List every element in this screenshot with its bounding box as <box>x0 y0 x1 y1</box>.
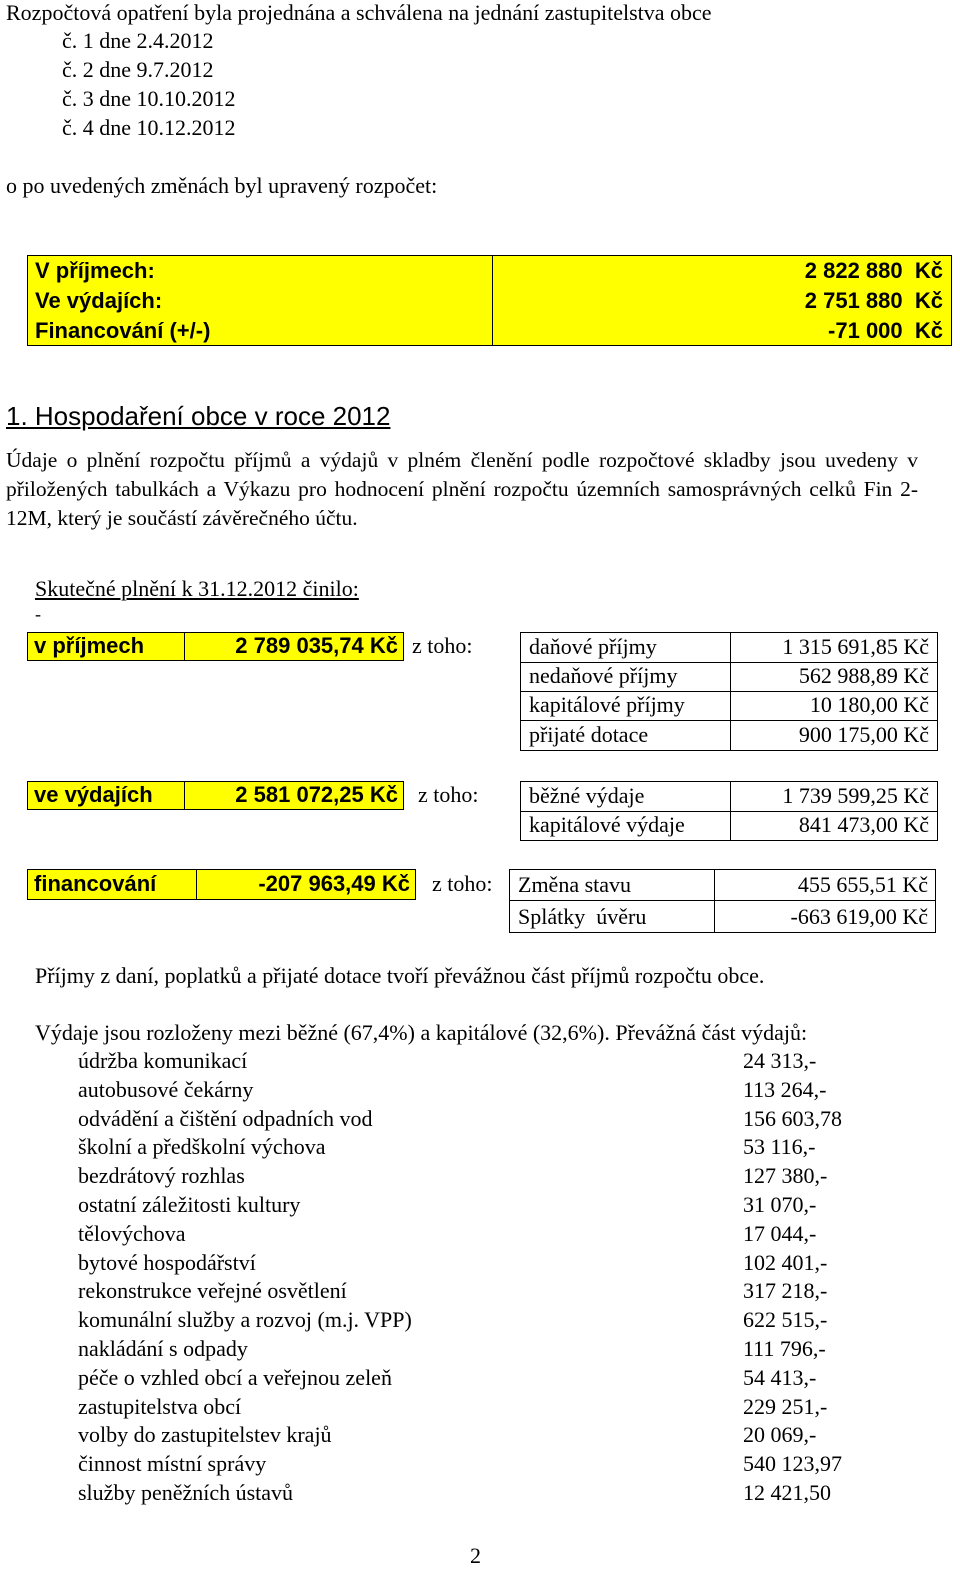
expenses-item-name: běžné výdaje <box>529 783 645 808</box>
financing-item-name: Splátky úvěru <box>518 904 647 929</box>
expense-note: Výdaje jsou rozloženy mezi běžné (67,4%) a kapitálové (32,6%). Převážná část výdajů: <box>35 1020 808 1045</box>
income-item-value: 900 175,00 Kč <box>798 722 929 747</box>
expenses-total: 2 581 072,25 Kč <box>235 782 398 807</box>
budget-value-financing: -71 000 Kč <box>828 318 943 343</box>
spending-item-name: bytové hospodářství <box>78 1249 256 1275</box>
income-item-name: nedaňové příjmy <box>529 663 678 688</box>
income-total: 2 789 035,74 Kč <box>235 633 398 658</box>
actual-heading: Skutečné plnění k 31.12.2012 činilo: <box>35 576 359 601</box>
meeting-2: č. 2 dne 9.7.2012 <box>62 57 214 82</box>
budget-label-income: V příjmech: <box>35 258 155 283</box>
spending-item-value: 20 069,- <box>743 1422 817 1448</box>
spending-item-value: 53 116,- <box>743 1134 816 1160</box>
budget-label-expenses: Ve výdajích: <box>35 288 163 313</box>
income-item-value: 1 315 691,85 Kč <box>782 634 929 659</box>
income-label: v příjmech <box>34 633 145 658</box>
expenses-label: ve výdajích <box>34 782 153 807</box>
spending-item-name: rekonstrukce veřejné osvětlení <box>78 1278 347 1304</box>
spending-item-value: 622 515,- <box>743 1307 828 1333</box>
spending-item-name: údržba komunikací <box>78 1048 248 1073</box>
budget-label-financing: Financování (+/-) <box>35 318 211 343</box>
spending-item-value: 156 603,78 <box>743 1105 842 1131</box>
income-item-value: 10 180,00 Kč <box>809 692 929 717</box>
expenses-item-name: kapitálové výdaje <box>529 812 685 837</box>
budget-intro: o po uvedených změnách byl upravený rozpočet: <box>6 173 438 198</box>
spending-item-name: péče o vzhled obcí a veřejnou zeleň <box>78 1364 392 1390</box>
spending-item-value: 102 401,- <box>743 1249 828 1275</box>
expenses-ztoho: z toho: <box>418 782 479 807</box>
income-item-value: 562 988,89 Kč <box>798 663 929 688</box>
dash-mark: - <box>35 604 41 624</box>
expenses-item-value: 1 739 599,25 Kč <box>782 783 929 808</box>
spending-item-value: 113 264,- <box>743 1076 827 1102</box>
spending-item-name: ostatní záležitosti kultury <box>78 1192 301 1217</box>
spending-item-value: 229 251,- <box>743 1393 828 1419</box>
spending-item-value: 540 123,97 <box>743 1451 842 1477</box>
spending-item-name: služby peněžních ústavů <box>78 1480 294 1505</box>
meeting-3: č. 3 dne 10.10.2012 <box>62 86 236 111</box>
income-item-name: kapitálové příjmy <box>529 692 685 717</box>
spending-item-name: nakládání s odpady <box>78 1336 248 1361</box>
spending-item-name: volby do zastupitelstev krajů <box>78 1422 332 1448</box>
budget-value-income: 2 822 880 Kč <box>804 258 943 283</box>
spending-item-name: školní a předškolní výchova <box>78 1134 326 1160</box>
income-ztoho: z toho: <box>412 633 473 658</box>
financing-item-name: Změna stavu <box>518 872 632 897</box>
financing-ztoho: z toho: <box>432 871 493 896</box>
spending-item-value: 127 380,- <box>743 1163 828 1189</box>
income-item-name: přijaté dotace <box>529 722 649 747</box>
spending-item-value: 31 070,- <box>743 1192 817 1217</box>
page-number: 2 <box>470 1543 481 1568</box>
spending-item-value: 12 421,50 <box>743 1480 831 1505</box>
spending-item-value: 54 413,- <box>743 1364 817 1390</box>
spending-item-name: autobusové čekárny <box>78 1076 254 1102</box>
meeting-4: č. 4 dne 10.12.2012 <box>62 115 236 140</box>
section-paragraph: Údaje o plnění rozpočtu příjmů a výdajů v plném členění podle rozpočtové skladby jsou uvedeny v přiložených tabulkách a Výkazu pro hodnocení plnění rozpočtu územních samosprávných celků Fin 2-12M, který je součástí závěrečného účtu. <box>6 448 918 530</box>
spending-item-name: činnost místní správy <box>78 1451 267 1477</box>
spending-item-name: komunální služby a rozvoj (m.j. VPP) <box>78 1307 412 1333</box>
financing-item-value: 455 655,51 Kč <box>797 872 928 897</box>
expenses-item-value: 841 473,00 Kč <box>798 812 929 837</box>
intro-line: Rozpočtová opatření byla projednána a schválena na jednání zastupitelstva obce <box>6 0 712 25</box>
section-heading: 1. Hospodaření obce v roce 2012 <box>6 401 391 431</box>
spending-item-value: 111 796,- <box>743 1336 826 1361</box>
spending-item-name: odvádění a čištění odpadních vod <box>78 1105 373 1131</box>
budget-value-expenses: 2 751 880 Kč <box>804 288 943 313</box>
spending-item-value: 24 313,- <box>743 1048 817 1073</box>
income-note: Příjmy z daní, poplatků a přijaté dotace tvoří převážnou část příjmů rozpočtu obce. <box>35 963 765 988</box>
financing-item-value: -663 619,00 Kč <box>790 904 928 929</box>
income-item-name: daňové příjmy <box>529 634 657 659</box>
spending-item-name: tělovýchova <box>78 1220 186 1246</box>
spending-item-value: 17 044,- <box>743 1220 817 1246</box>
spending-item-value: 317 218,- <box>743 1278 828 1304</box>
financing-total: -207 963,49 Kč <box>258 871 410 896</box>
meeting-1: č. 1 dne 2.4.2012 <box>62 28 214 53</box>
spending-item-name: bezdrátový rozhlas <box>78 1163 245 1189</box>
financing-label: financování <box>34 871 157 896</box>
spending-item-name: zastupitelstva obcí <box>78 1393 242 1419</box>
